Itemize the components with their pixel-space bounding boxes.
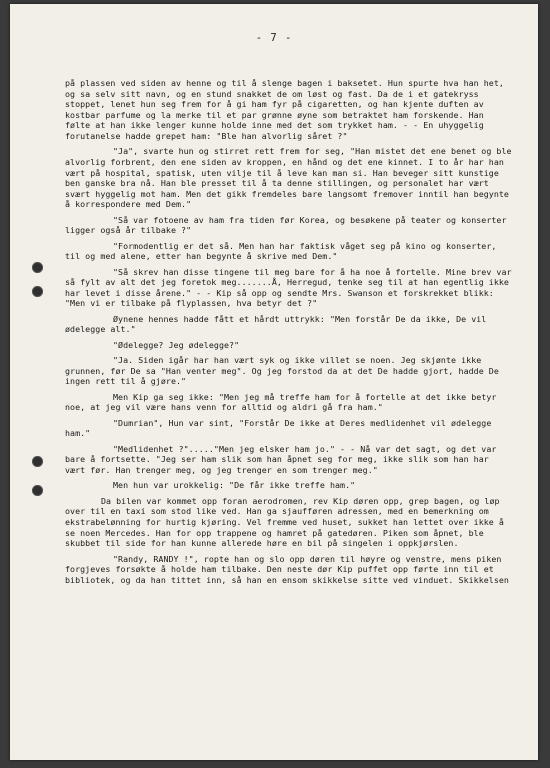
typed-page xyxy=(10,4,538,760)
body-text xyxy=(65,78,513,590)
paragraph: "Dumrian", Hun var sint, "Forstår De ikke at Deres medlidenhet vil ødelegge ham." xyxy=(65,417,492,439)
paragraph: "Ja. Siden igår har han vært syk og ikke villet se noen. Jeg skjønte ikke grunnen, før De sa "Han venter meg". Og jeg forstod da at det De hadde gjort, hadde De ingen rett til å gjøre." xyxy=(65,355,499,387)
punch-hole xyxy=(32,485,43,496)
page-number: - 7 - xyxy=(255,32,293,44)
paragraph: Da bilen var kommet opp foran aerodromen, rev Kip døren opp, grep bagen, og løp over til en taxi som stod like ved. Han ga sjaufføren adressen, med en bemerkning om ekstrabelønning for hurtig kjøring. Vel fremme ved huset, sukket han lettet over ikke å se noen Mercedes. Han for opp trappene og hamret på gatedøren. Piken som åpnet, ble skubbet til side for han kunne allerede høre en bil på singelen i oppkjørslen. xyxy=(65,495,504,549)
punch-hole xyxy=(32,286,43,297)
paragraph: Men Kip ga seg ikke: "Men jeg må treffe ham for å fortelle at det ikke betyr noe, at jeg vil være hans venn for alltid og aldri gå fra ham." xyxy=(65,391,497,413)
paragraph: "Medlidenhet ?"....."Men jeg elsker ham jo." - - Nå var det sagt, og det var bare å fortsette. "Jeg ser ham slik som han åpnet seg for meg, ikke slik som han har vært før. Han trenger meg, og jeg trenger en som trenger meg." xyxy=(65,443,497,475)
paragraph: "Så var fotoene av ham fra tiden før Korea, og besøkene på teater og konserter ligger også år tilbake ?" xyxy=(65,214,507,236)
paragraph: "Formodentlig er det så. Men han har faktisk våget seg på kino og konserter, til og med alene, etter han begynte å skrive med Dem." xyxy=(65,240,497,262)
punch-hole xyxy=(32,456,43,467)
paragraph: Øynene hennes hadde fått et hårdt uttrykk: "Men forstår De da ikke, De vil ødelegge alt." xyxy=(65,313,487,335)
paragraph: "Ødelegge? Jeg ødelegge?" xyxy=(113,339,240,350)
paragraph: på plassen ved siden av henne og til å slenge bagen i baksetet. Hun spurte hva han het, og sa selv sitt navn, og en stund snakket de om løst og fast. Da de i et gatekryss stoppet, lenet hun seg frem for å gi ham fyr på cigaretten, og han kjente duften av kostbar parfume og la merke til et par grønne øyne som betraktet ham forskende. Han følte at han ikke lenger kunne holde inne med det som trykket ham. - - En uhyggelig forutanelse hadde grepet ham: "Ble han alvorlig såret ?" xyxy=(65,78,504,141)
paragraph: "Så skrev han disse tingene til meg bare for å ha noe å fortelle. Mine brev var så fylt av alt det jeg foretok meg.......Å, Herregud, tenke seg til at han egentlig ikke har levet i disse årene." - - Kip så opp og sendte Mrs. Swanson et forskrekket blikk: "Men vi er tilbake på flyplassen, hva betyr det ?" xyxy=(65,266,512,309)
paragraph: Men hun var urokkelig: "De får ikke treffe ham." xyxy=(113,480,356,491)
punch-hole xyxy=(32,262,43,273)
paragraph: "Ja", svarte hun og stirret rett frem for seg, "Han mistet det ene benet og ble alvorlig forbrent, den ene siden av kroppen, en hånd og det ene kinnet. I to år har han vært på hospital, spatisk, uten vilje til å leve kan man si. Han beveger sitt kunstige ben ganske bra nå. Han ble presset til å ta denne stillingen, og personalet har vært svært hyggelig mot ham. Men det gikk fremdeles bare langsomt fremover inntil han begynte å korrespondere med Dem." xyxy=(65,146,512,210)
paragraph: "Randy, RANDY !", ropte han og slo opp døren til høyre og venstre, mens piken forgjeves forsøkte å holde ham tilbake. Den neste dør Kip puffet opp førte inn til et bibliotek, og da han tittet inn, så han en ensom skikkelse sitte ved vinduet. Skikkelsen xyxy=(65,553,509,585)
